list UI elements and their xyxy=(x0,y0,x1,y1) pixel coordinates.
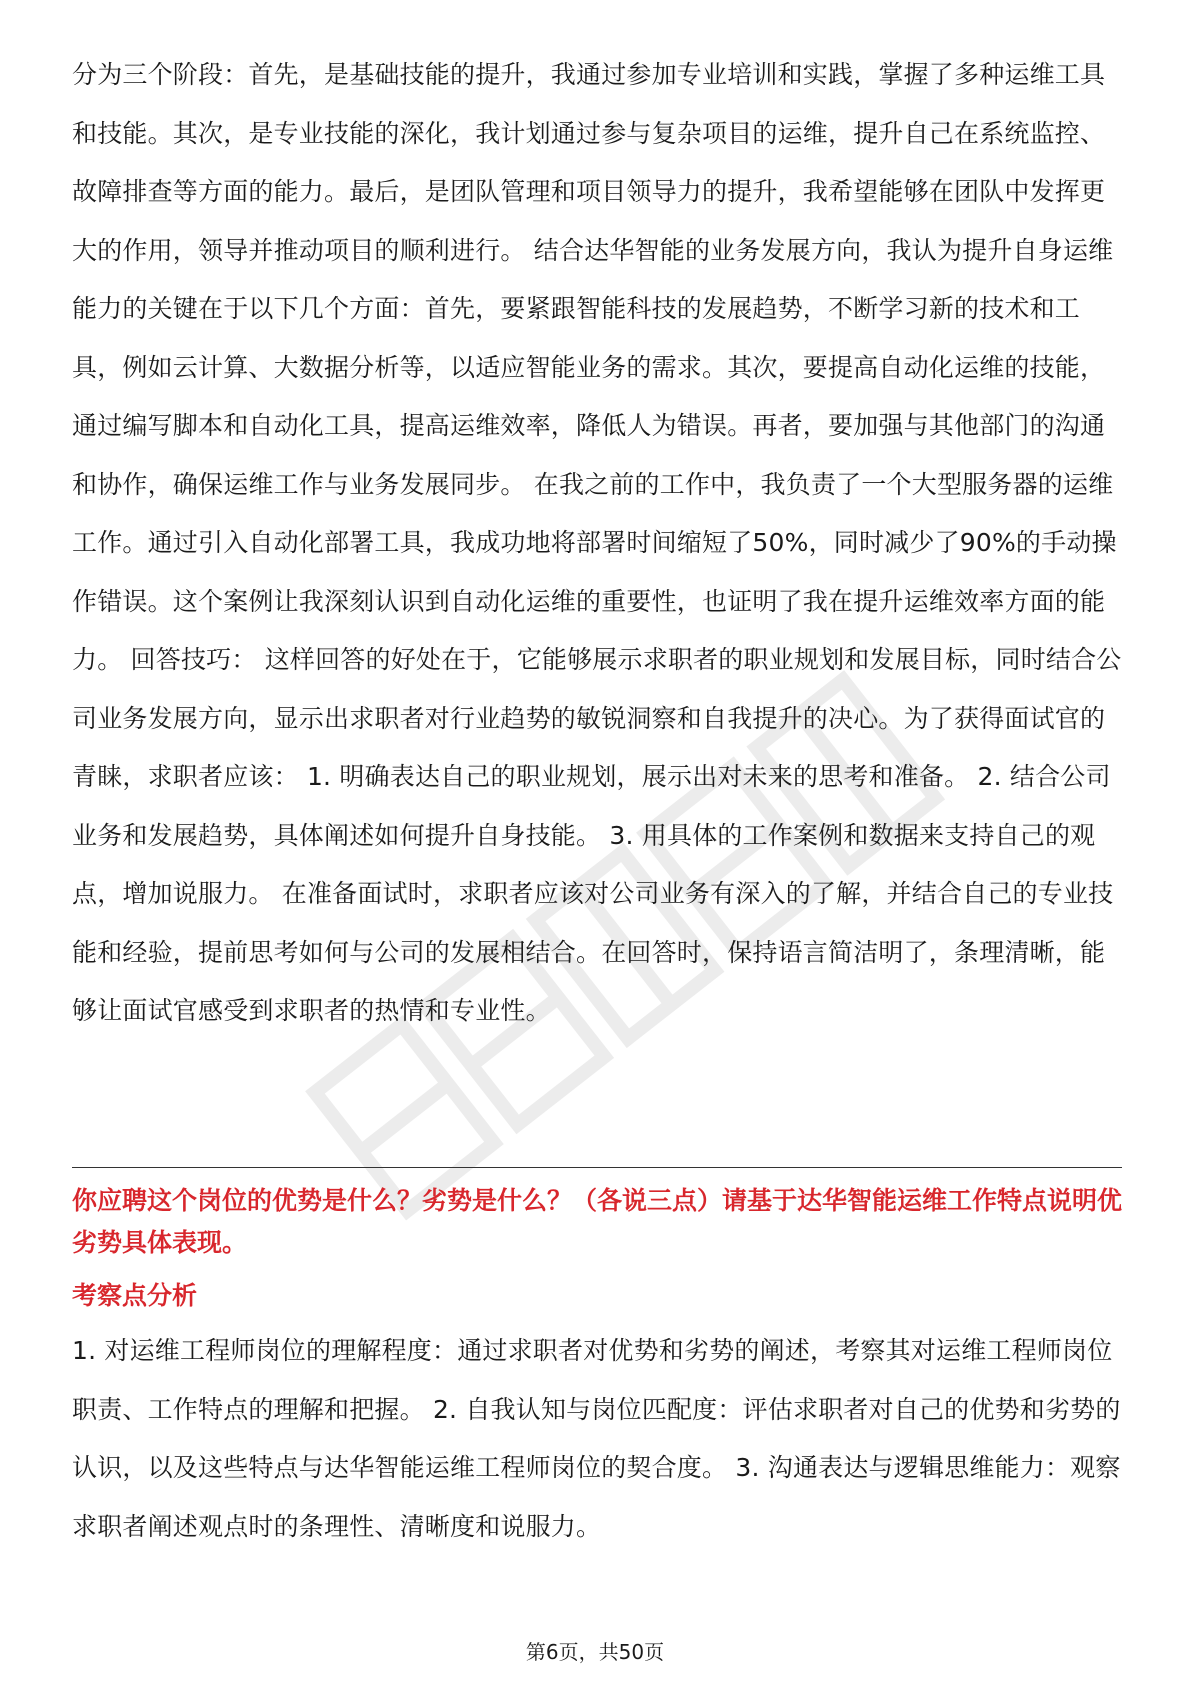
body-paragraph: 分为三个阶段：首先，是基础技能的提升，我通过参加专业培训和实践，掌握了多种运维工具和技能。其次，是专业技能的深化，我计划通过参与复杂项目的运维，提升自己在系统监控、故障排查等方面的能力。最后，是团队管理和项目领导力的提升，我希望能够在团队中发挥更大的作用，领导并推动项目的顺利进行。 结合达华智能的业务发展方向，我认为提升自身运维能力的关键在于以下几个方面：首先，要紧跟智能科技的发展趋势，不断学习新的技术和工具，例如云计算、大数据分析等，以适应智能业务的需求。其次，要提高自动化运维的技能，通过编写脚本和自动化工具，提高运维效率，降低人为错误。再者，要加强与其他部门的沟通和协作，确保运维工作与业务发展同步。 在我之前的工作中，我负责了一个大型服务器的运维工作。通过引入自动化部署工具，我成功地将部署时间缩短了50%，同时减少了90%的手动操作错误。这个案例让我深刻认识到自动化运维的重要性，也证明了我在提升运维效率方面的能力。 回答技巧： 这样回答的好处在于，它能够展示求职者的职业规划和发展目标，同时结合公司业务发展方向，显示出求职者对行业趋势的敏锐洞察和自我提升的决心。为了获得面试官的青睐，求职者应该： 1. 明确表达自己的职业规划，展示出对未来的思考和准备。 2. 结合公司业务和发展趋势，具体阐述如何提升自身技能。 3. 用具体的工作案例和数据来支持自己的观点，增加说服力。 在准备面试时，求职者应该对公司业务有深入的了解，并结合自己的专业技能和经验，提前思考如何与公司的发展相结合。在回答时，保持语言简洁明了，条理清晰，能够让面试官感受到求职者的热情和专业性。 xyxy=(72,60,1122,1025)
page-number: 第6页，共50页 xyxy=(525,1640,665,1664)
question-heading: 你应聘这个岗位的优势是什么？劣势是什么？（各说三点）请基于达华智能运维工作特点说明优劣势具体表现。 xyxy=(72,1186,1123,1257)
main-content xyxy=(72,46,1122,1041)
analysis-content xyxy=(72,1322,1122,1556)
section-divider xyxy=(72,1167,1122,1168)
analysis-paragraph: 1. 对运维工程师岗位的理解程度：通过求职者对优势和劣势的阐述，考察其对运维工程师岗位职责、工作特点的理解和把握。 2. 自我认知与岗位匹配度：评估求职者对自己的优势和劣势的认识，以及这些特点与达华智能运维工程师岗位的契合度。 3. 沟通表达与逻辑思维能力：观察求职者阐述观点时的条理性、清晰度和说服力。 xyxy=(72,1336,1121,1541)
analysis-heading: 考察点分析 xyxy=(72,1281,198,1310)
